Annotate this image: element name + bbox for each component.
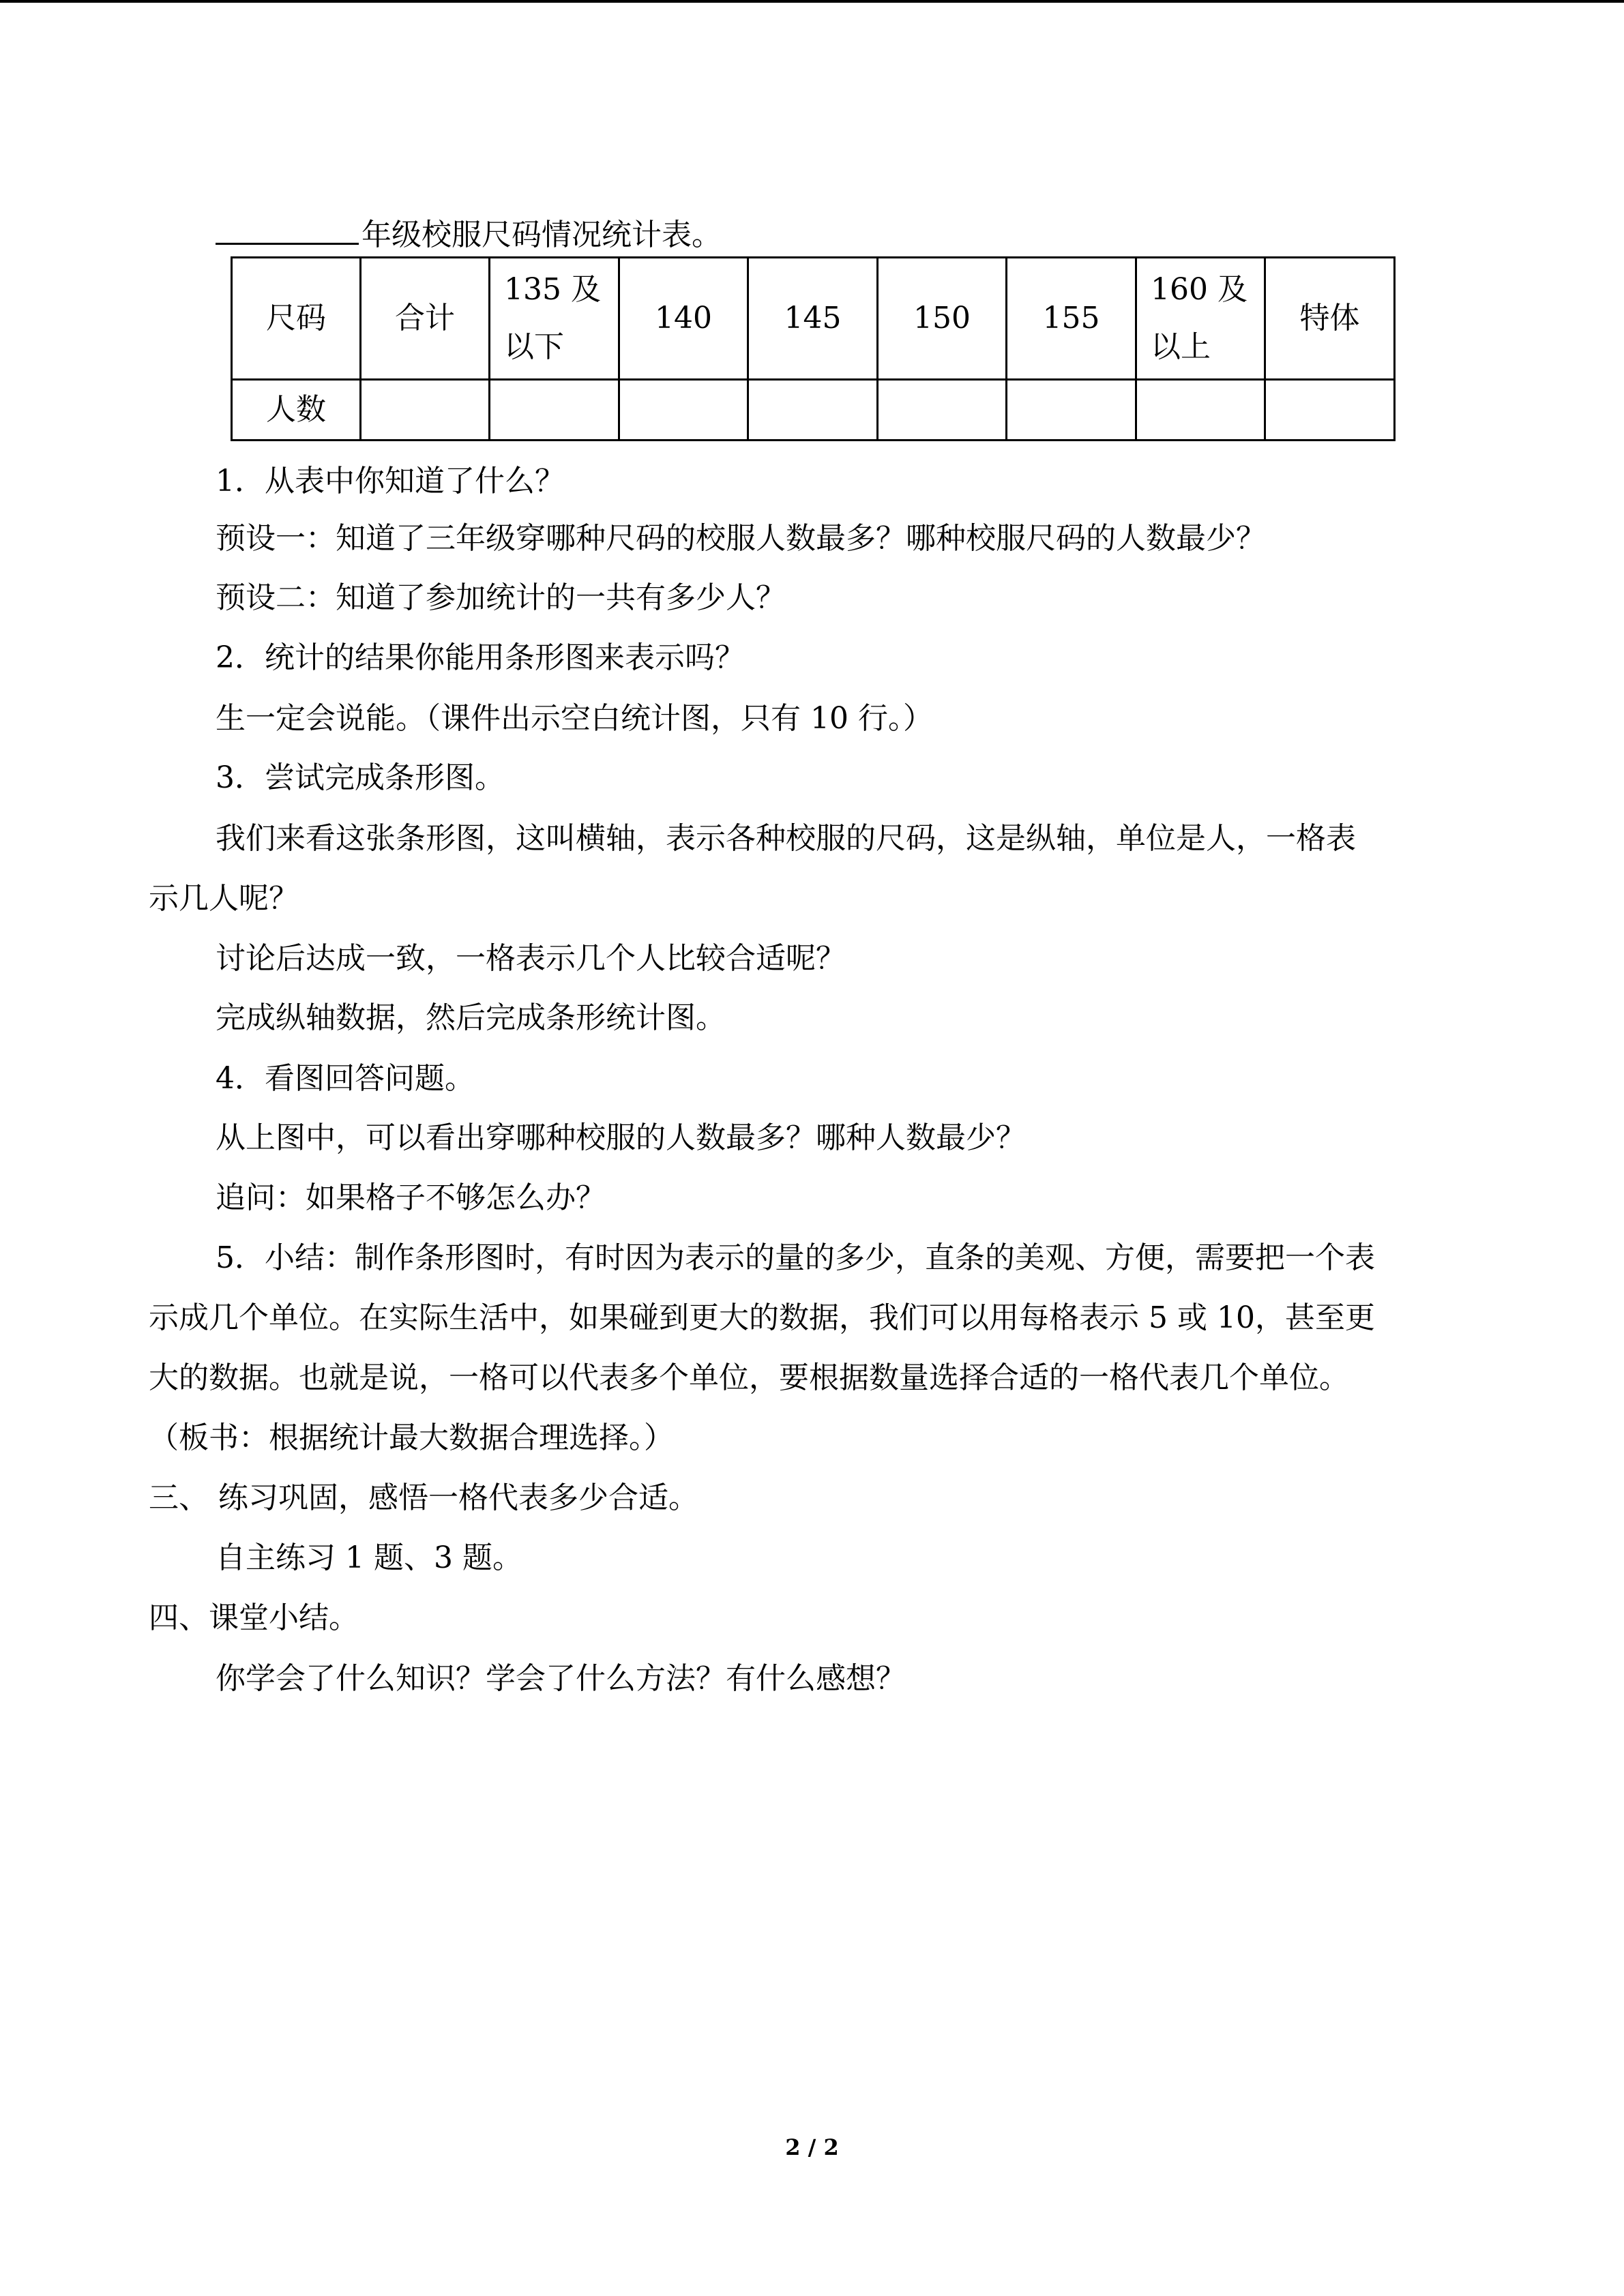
- paragraph: 生一定会说能。（课件出示空白统计图，只有 10 行。）: [216, 701, 933, 736]
- header-cell-135-below: [490, 258, 619, 380]
- header-cell-140: 140: [619, 258, 748, 380]
- header-cell-135-line2: 以下: [504, 329, 564, 364]
- header-cell-135-line1: 135 及: [504, 272, 601, 307]
- section-heading: 三、 练习巩固，感悟一格代表多少合适。: [149, 1480, 698, 1515]
- table-cell: [878, 380, 1007, 441]
- table-cell: [1136, 380, 1265, 441]
- table-cell: [361, 380, 490, 441]
- paragraph: 4．看图回答问题。: [216, 1061, 475, 1096]
- header-cell-special: 特体: [1265, 258, 1395, 380]
- paragraph: 示成几个单位。在实际生活中，如果碰到更大的数据，我们可以用每格表示 5 或 10，甚至更: [149, 1300, 1375, 1335]
- paragraph: 2．统计的结果你能用条形图来表示吗？: [216, 640, 745, 675]
- header-cell-160-above: [1136, 258, 1265, 380]
- table-title: [216, 213, 722, 256]
- paragraph: 追问：如果格子不够怎么办？: [216, 1180, 606, 1215]
- paragraph: 5．小结：制作条形图时，有时因为表示的量的多少，直条的美观、方便，需要把一个表: [216, 1240, 1375, 1275]
- table-data-row: [232, 380, 1395, 441]
- paragraph: 预设一：知道了三年级穿哪种尺码的校服人数最多？哪种校服尺码的人数最少？: [216, 521, 1266, 556]
- paragraph: 自主练习 1 题、3 题。: [216, 1540, 522, 1575]
- paragraph: 示几人呢？: [149, 881, 299, 916]
- paragraph: 完成纵轴数据，然后完成条形统计图。: [216, 1000, 726, 1035]
- header-cell-145: 145: [748, 258, 878, 380]
- row-label-count: 人数: [232, 380, 361, 441]
- header-cell-155: 155: [1007, 258, 1136, 380]
- paragraph: 预设二：知道了参加统计的一共有多少人？: [216, 580, 786, 615]
- header-cell-size: 尺码: [232, 258, 361, 380]
- page-number: 2 / 2: [785, 2134, 839, 2160]
- section-heading: 四、课堂小结。: [149, 1600, 359, 1635]
- uniform-size-table: [231, 256, 1396, 441]
- paragraph: 讨论后达成一致，一格表示几个人比较合适呢？: [216, 941, 846, 976]
- table-header-row: [232, 258, 1395, 380]
- header-cell-160-line2: 以上: [1151, 329, 1211, 364]
- header-cell-150: 150: [878, 258, 1007, 380]
- paragraph: 1．从表中你知道了什么？: [216, 464, 565, 498]
- table-cell: [748, 380, 878, 441]
- table-cell: [1265, 380, 1395, 441]
- table-title-text: 年级校服尺码情况统计表。: [361, 218, 722, 252]
- paragraph: 你学会了什么知识？学会了什么方法？有什么感想？: [216, 1661, 906, 1696]
- paragraph: （板书：根据统计最大数据合理选择。）: [149, 1420, 674, 1455]
- table-cell: [619, 380, 748, 441]
- table-cell: [490, 380, 619, 441]
- paragraph: 3．尝试完成条形图。: [216, 760, 505, 795]
- paragraph: 大的数据。也就是说，一格可以代表多个单位，要根据数量选择合适的一格代表几个单位。: [149, 1360, 1349, 1395]
- paragraph: 从上图中，可以看出穿哪种校服的人数最多？哪种人数最少？: [216, 1120, 1026, 1155]
- grade-blank-line: [216, 213, 359, 245]
- paragraph: 我们来看这张条形图，这叫横轴，表示各种校服的尺码，这是纵轴，单位是人，一格表: [216, 821, 1356, 856]
- header-cell-160-line1: 160 及: [1151, 272, 1247, 307]
- header-cell-total: 合计: [361, 258, 490, 380]
- table-cell: [1007, 380, 1136, 441]
